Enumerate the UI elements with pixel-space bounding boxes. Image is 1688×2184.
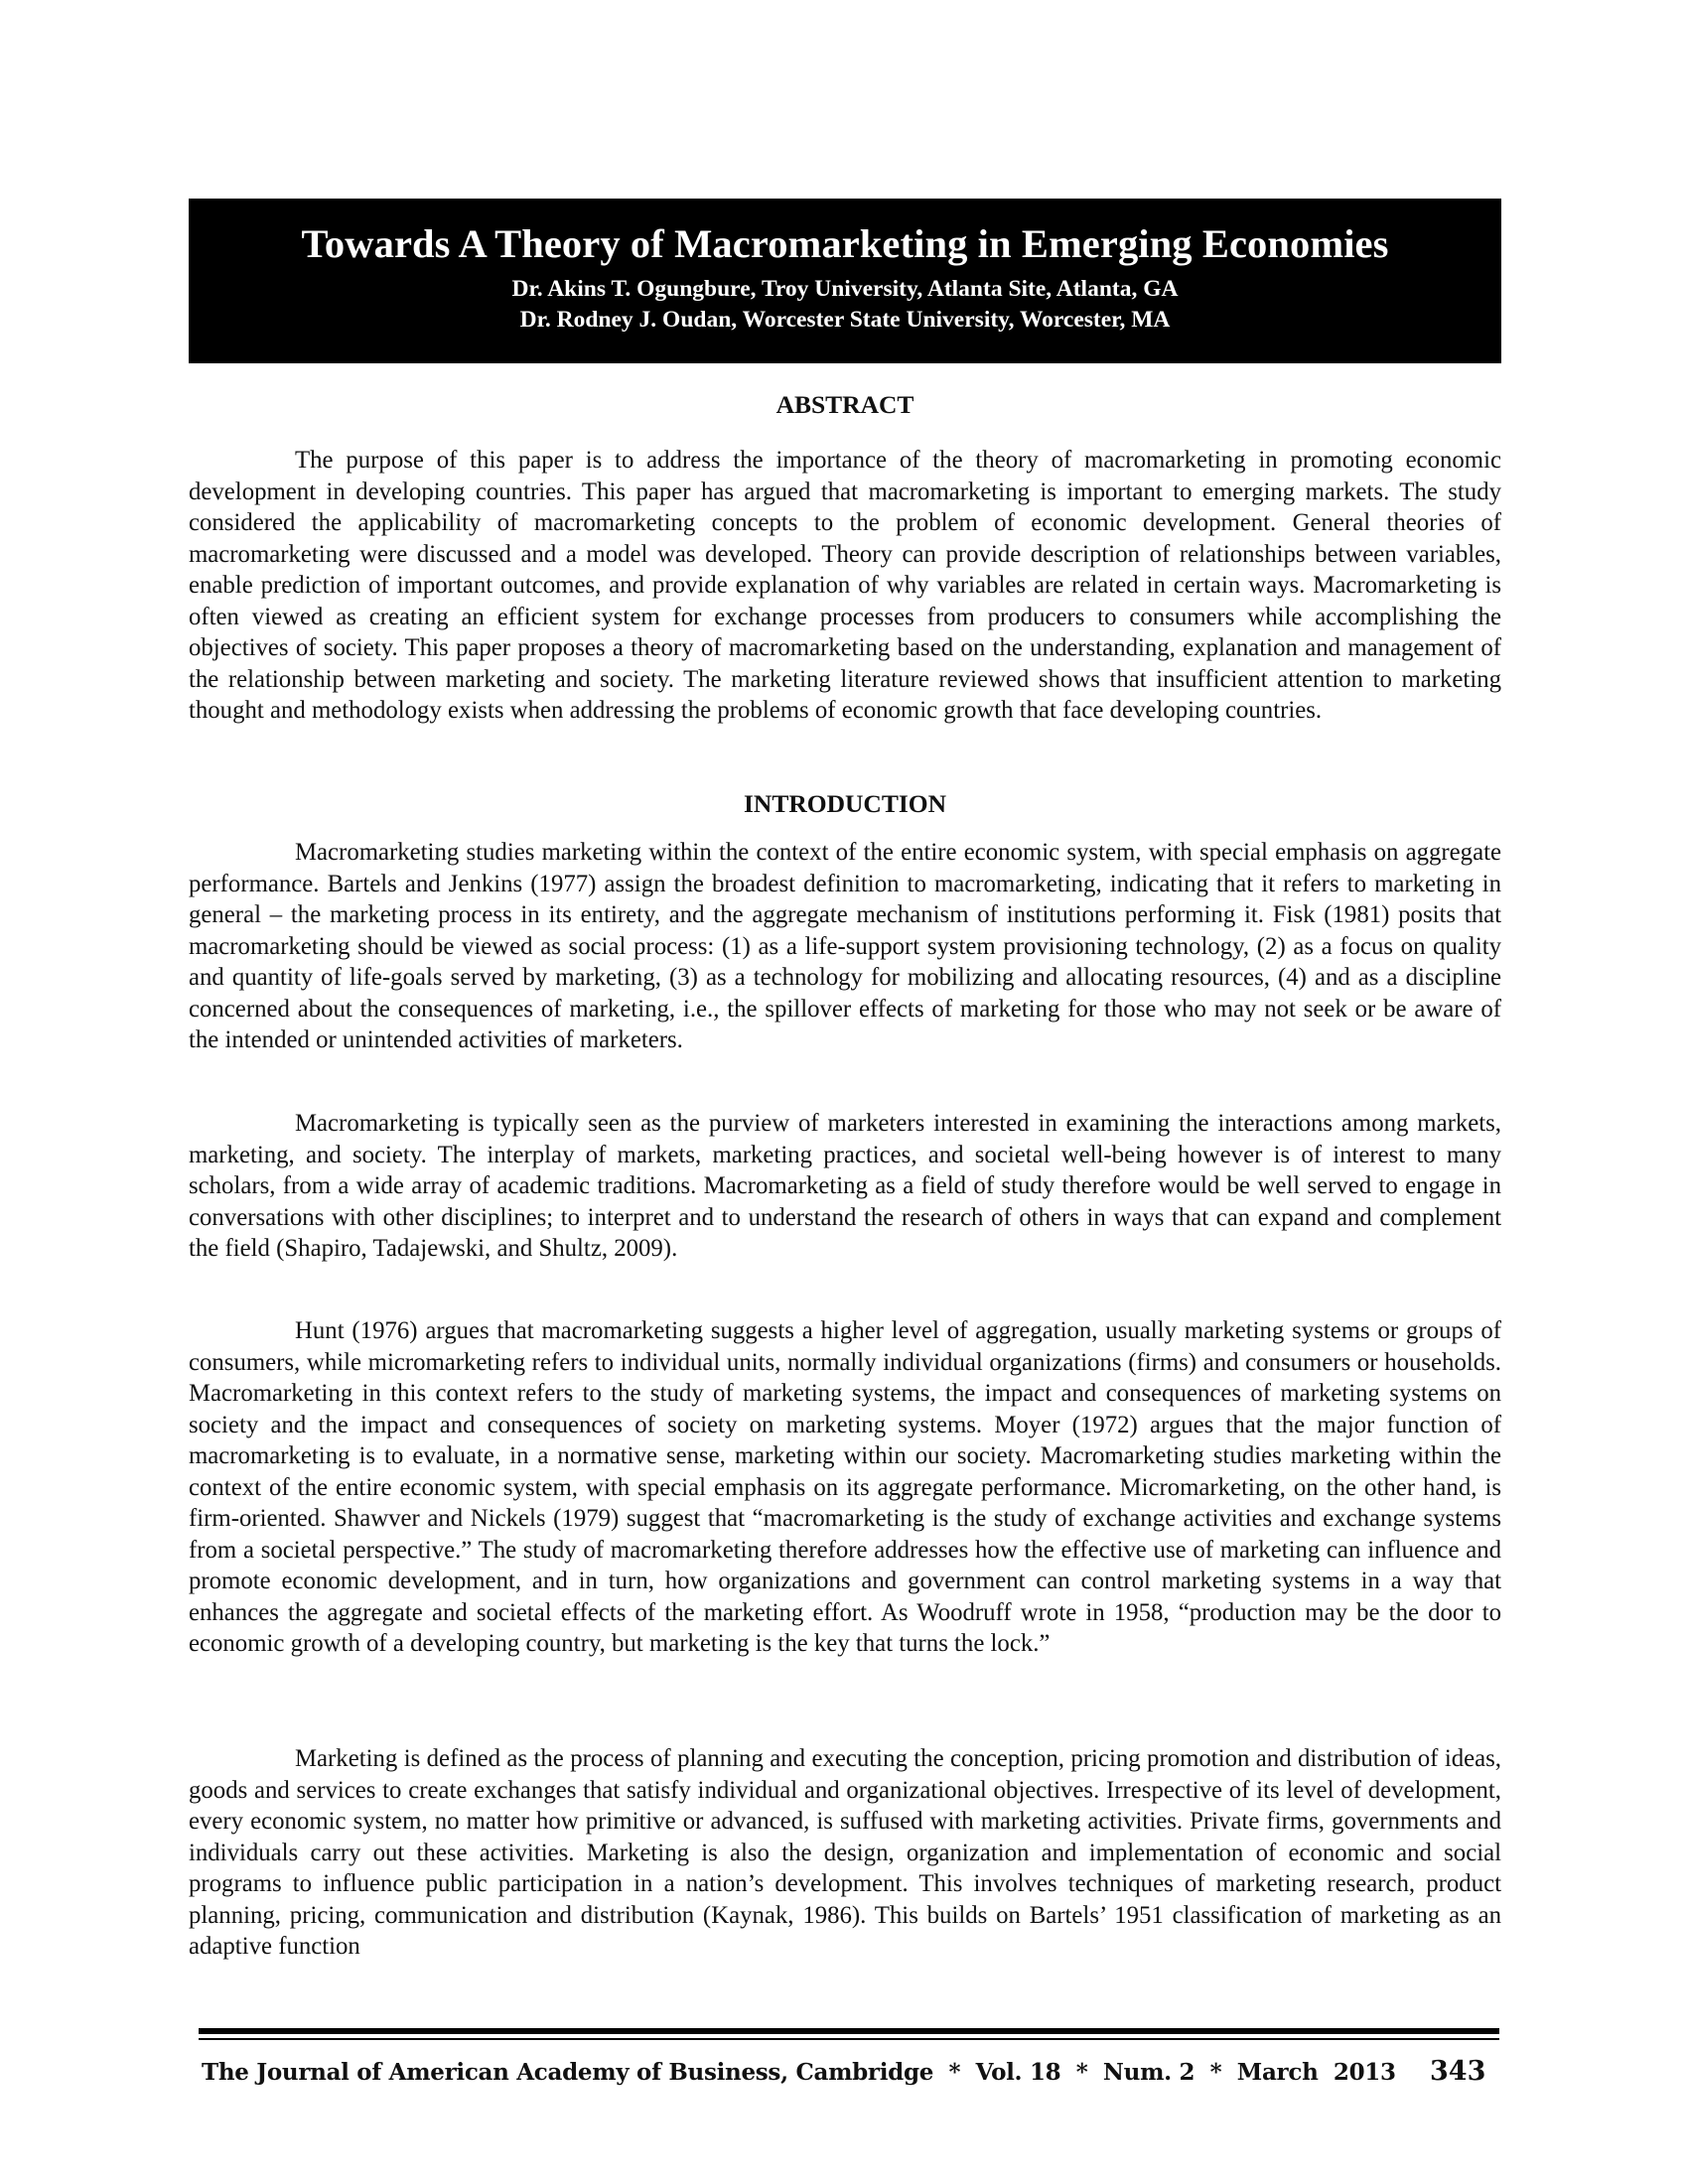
author-line-2: Dr. Rodney J. Oudan, Worcester State University, Worcester, MA: [519, 307, 1171, 333]
footer-rule-thick: [199, 2028, 1499, 2034]
abstract-text: The purpose of this paper is to address the importance of the theory of macromarketing in promoting economic development in developing countries. This paper has argued that macromarketing is important to emerging markets. The study considered the applicability of macromarketing concepts to the problem of economic development. General theories of macromarketing were discussed and a model was developed. Theory can provide description of relationships between variables, enable prediction of important outcomes, and provide explanation of why variables are related in certain ways. Macromarketing is often viewed as creating an efficient system for exchange processes from producers to consumers while accomplishing the objectives of society. This paper proposes a theory of macromarketing based on the understanding, explanation and management of the relationship between marketing and society. The marketing literature reviewed shows that insufficient attention to marketing thought and methodology exists when addressing the problems of economic growth that face developing countries.: [189, 447, 1501, 724]
intro-paragraph-2: Macromarketing is typically seen as the purview of marketers interested in examining the interactions among markets, marketing, and society. The interplay of markets, marketing practices, and societal well-being however is of interest to many scholars, from a wide array of academic traditions. Macromarketing as a field of study therefore would be well served to engage in conversations with other disciplines; to interpret and to understand the research of others in ways that can expand and complement the field (Shapiro, Tadajewski, and Shultz, 2009).: [189, 1110, 1501, 1262]
introduction-heading: INTRODUCTION: [743, 789, 947, 818]
page-number: 343: [1430, 2056, 1486, 2087]
paper-title: Towards A Theory of Macromarketing in Emerging Economies: [301, 221, 1389, 266]
intro-paragraph-1: Macromarketing studies marketing within the context of the entire economic system, with special emphasis on aggregate performance. Bartels and Jenkins (1977) assign the broadest definition to macromarketing, indicating that it refers to marketing in general – the marketing process in its entirety, and the aggregate mechanism of institutions performing it. Fisk (1981) posits that macromarketing should be viewed as social process: (1) as a life-support system provisioning technology, (2) as a focus on quality and quantity of life-goals served by marketing, (3) as a technology for mobilizing and allocating resources, (4) and as a discipline concerned about the consequences of marketing, i.e., the spillover effects of marketing for those who may not seek or be aware of the intended or unintended activities of marketers.: [189, 839, 1501, 1053]
title-banner: [189, 199, 1501, 363]
footer-rule-thin: [199, 2038, 1499, 2040]
author-line-1: Dr. Akins T. Ogungbure, Troy University, Atlanta Site, Atlanta, GA: [511, 276, 1179, 302]
abstract-heading: ABSTRACT: [775, 390, 914, 419]
intro-paragraph-3: Hunt (1976) argues that macromarketing suggests a higher level of aggregation, usually marketing systems or groups of consumers, while micromarketing refers to individual units, normally individual organizations (firms) and consumers or households. Macromarketing in this context refers to the study of marketing systems, the impact and consequences of marketing systems on society and the impact and consequences of society on marketing systems. Moyer (1972) argues that the major function of macromarketing is to evaluate, in a normative sense, marketing within our society. Macromarketing studies marketing within the context of the entire economic system, with special emphasis on its aggregate performance. Micromarketing, on the other hand, is firm-oriented. Shawver and Nickels (1979) suggest that “macromarketing is the study of exchange activities and exchange systems from a societal perspective.” The study of macromarketing therefore addresses how the effective use of marketing can influence and promote economic development, and in turn, how organizations and government can control marketing systems in a way that enhances the aggregate and societal effects of the marketing effort. As Woodruff wrote in 1958, “production may be the door to economic growth of a developing country, but marketing is the key that turns the lock.”: [189, 1317, 1501, 1657]
intro-paragraph-4: Marketing is defined as the process of planning and executing the conception, pricing promotion and distribution of ideas, goods and services to create exchanges that satisfy individual and organizational objectives. Irrespective of its level of development, every economic system, no matter how primitive or advanced, is suffused with marketing activities. Private firms, governments and individuals carry out these activities. Marketing is also the design, organization and implementation of economic and social programs to influence public participation in a nation’s development. This involves techniques of marketing research, product planning, pricing, communication and distribution (Kaynak, 1986). This builds on Bartels’ 1951 classification of marketing as an adaptive function: [189, 1745, 1501, 1960]
footer-journal-citation: The Journal of American Academy of Business, Cambridge * Vol. 18 * Num. 2 * March 2013: [202, 2059, 1396, 2086]
